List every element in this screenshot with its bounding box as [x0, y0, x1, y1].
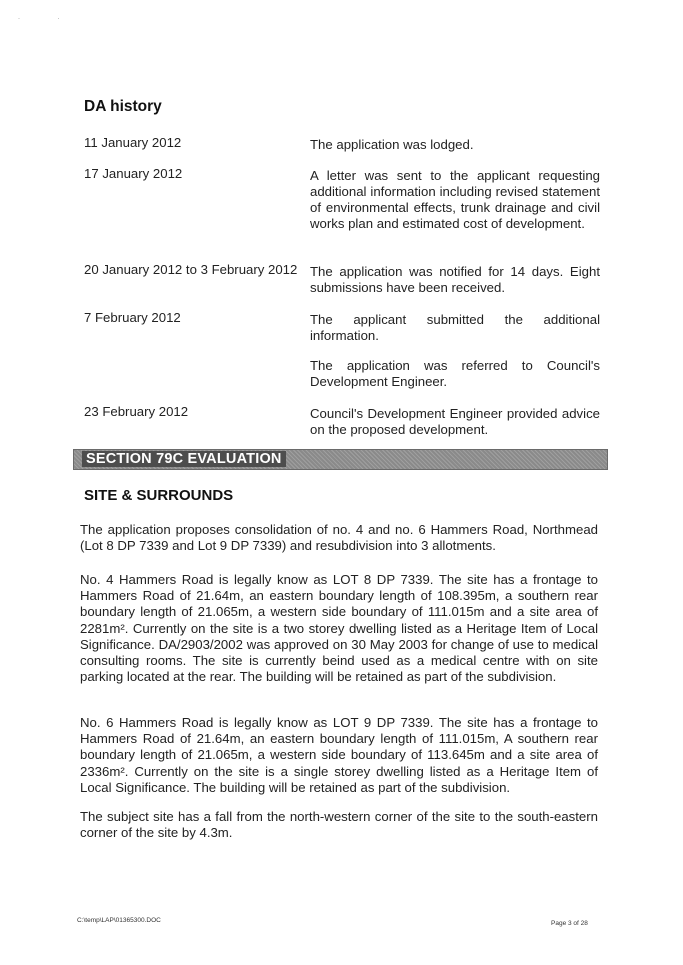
section-title: SECTION 79C EVALUATION [82, 451, 286, 467]
history-text: The applicant submitted the additional information. [310, 312, 600, 343]
site-paragraph: No. 4 Hammers Road is legally know as LOT 8 DP 7339. The site has a frontage to Hammers Road of 21.64m, an eastern boundary length of 108.395m, a southern rear boundary length of 21.065m, a western side boundary of 111.015m and a site area of 2281m². Currently on the site is a two storey dwelling listed as a Heritage Item of Local Significance. DA/2903/2002 was approved on 30 May 2003 for change of use to medical consulting rooms. The site is currently beind used as a medical centre with on site parking located at the rear. The building will be retained as part of the subdivision. [80, 572, 598, 685]
history-date: 7 February 2012 [84, 310, 181, 325]
footer-page-number: Page 3 of 28 [551, 920, 588, 927]
history-date: 20 January 2012 to 3 February 2012 [84, 262, 298, 277]
section-banner [73, 449, 608, 470]
history-text: A letter was sent to the applicant requesting additional information including revised statement of environmental effects, trunk drainage and civil works plan and estimated cost of development. [310, 168, 600, 231]
da-history-heading: DA history [84, 98, 162, 115]
history-text: The application was referred to Council's Development Engineer. [310, 358, 600, 389]
site-paragraph: The subject site has a fall from the north-western corner of the site to the south-eastern corner of the site by 4.3m. [80, 809, 598, 841]
history-date: 23 February 2012 [84, 404, 189, 419]
footer-file-path: C:\temp\LAP\01365300.DOC [77, 917, 161, 924]
site-surrounds-heading: SITE & SURROUNDS [84, 487, 234, 504]
site-paragraph: No. 6 Hammers Road is legally know as LOT 9 DP 7339. The site has a frontage to Hammers Road of 21.64m, an eastern boundary length of 111.015m, A southern rear boundary length of 21.065m, a western side boundary of 113.645m and a site area of 2336m². Currently on the site is a single storey dwelling listed as a Heritage Item of Local Significance. The building will be retained as part of the subdivision. [80, 715, 598, 795]
history-text: The application was lodged. [310, 137, 474, 152]
site-paragraph: The application proposes consolidation of no. 4 and no. 6 Hammers Road, Northmead (Lot 8 DP 7339 and Lot 9 DP 7339) and resubdivision into 3 allotments. [80, 522, 598, 554]
history-date: 17 January 2012 [84, 166, 183, 181]
history-text: The application was notified for 14 days. Eight submissions have been received. [310, 264, 600, 295]
scan-specks: · · [18, 16, 78, 22]
history-text: Council's Development Engineer provided advice on the proposed development. [310, 406, 600, 437]
history-date: 11 January 2012 [84, 135, 182, 150]
